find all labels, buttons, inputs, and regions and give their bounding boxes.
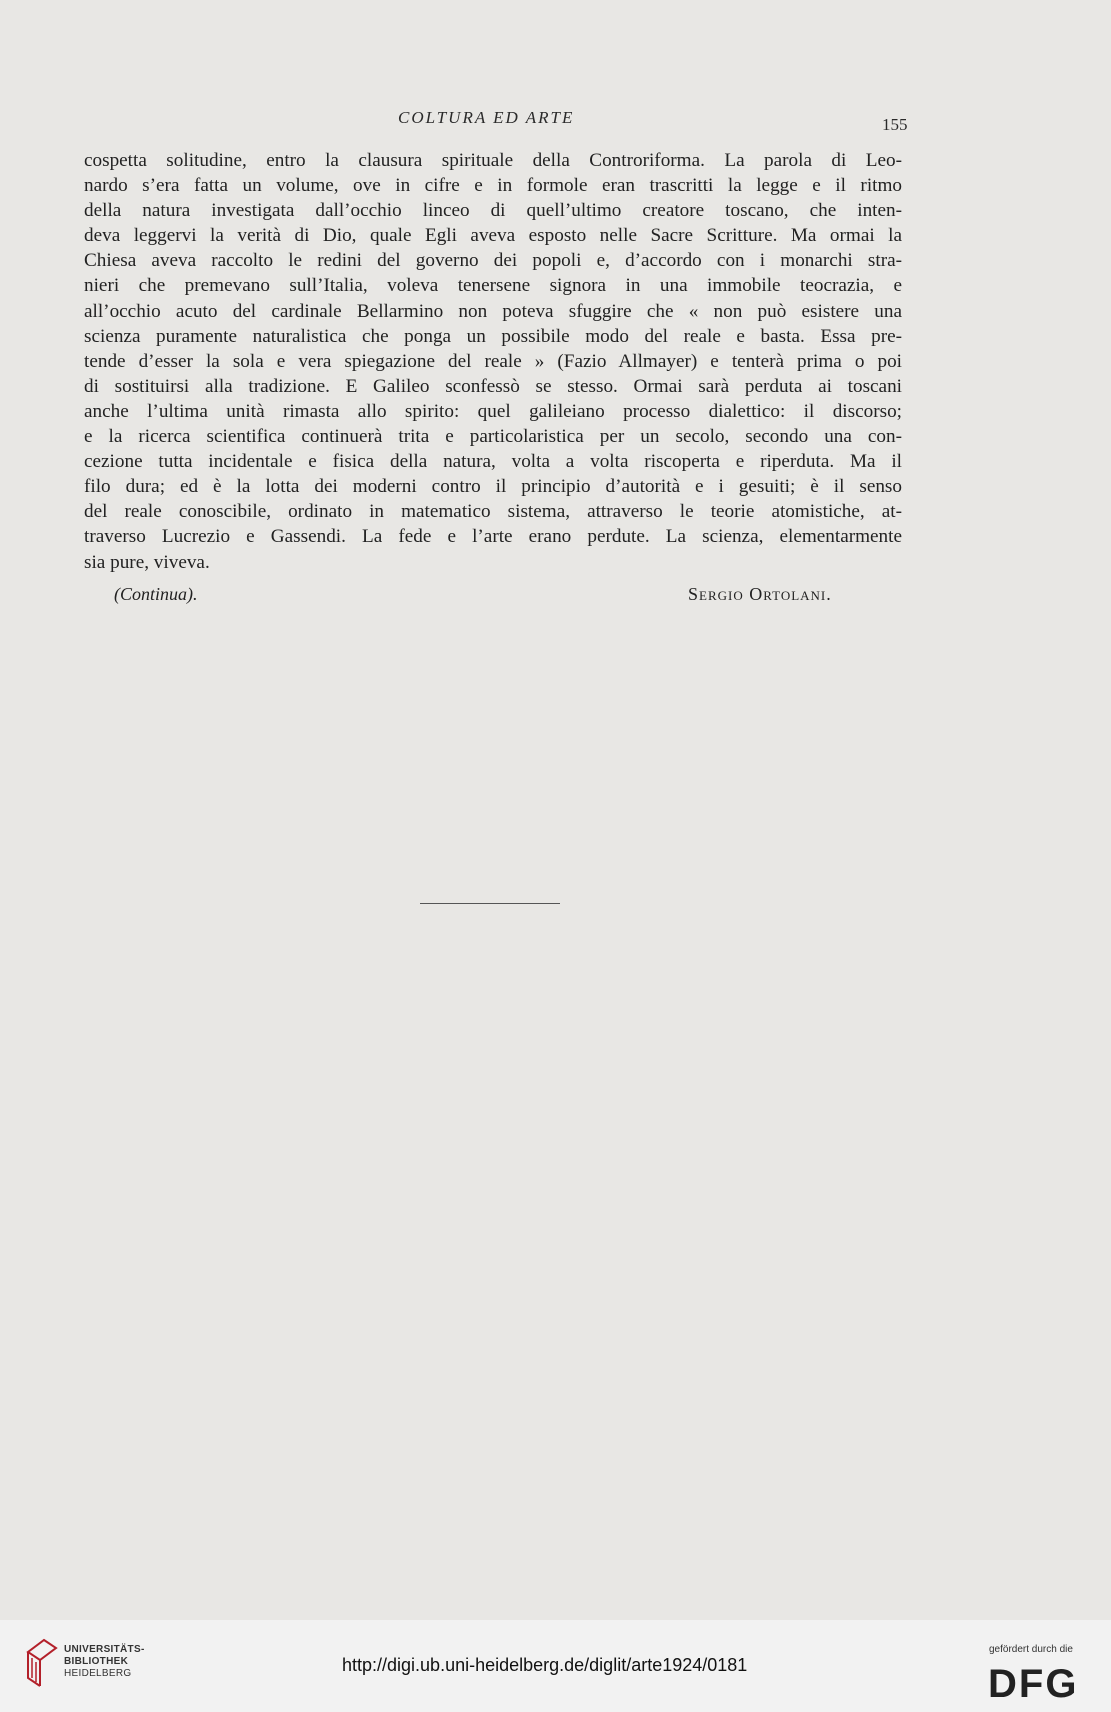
text-line: della natura investigata dall’occhio linceo di quell’ultimo creatore toscano, che inten-: [84, 200, 902, 222]
text-line: filo dura; ed è la lotta dei moderni contro il principio d’autorità e i gesuiti; è il senso: [84, 476, 902, 498]
text-line: cezione tutta incidentale e fisica della natura, volta a volta riscoperta e riperduta. Ma il: [84, 451, 902, 473]
dfg-logo-text: DFG: [988, 1662, 1079, 1702]
author-signature: Sergio Ortolani.: [688, 584, 832, 604]
text-line: traverso Lucrezio e Gassendi. La fede e l’arte erano perdute. La scienza, elementarmente: [84, 526, 902, 548]
library-name-line: BIBLIOTHEK: [64, 1656, 129, 1667]
funding-note: gefördert durch die: [989, 1644, 1073, 1655]
text-line: anche l’ultima unità rimasta allo spirito: quel galileiano processo dialettico: il discorso;: [84, 400, 902, 422]
library-name-line: UNIVERSITÄTS-: [64, 1644, 145, 1655]
text-line: cospetta solitudine, entro la clausura spirituale della Controriforma. La parola di Leo-: [84, 150, 902, 171]
page-number: 155: [882, 115, 908, 134]
body-paragraph: [84, 148, 902, 575]
dfg-logo-icon: [988, 1662, 1096, 1702]
text-line: e la ricerca scientifica continuerà trita e particolaristica per un secolo, secondo una con-: [84, 426, 902, 448]
text-line: del reale conoscibile, ordinato in matematico sistema, attraverso le teorie atomistiche, at-: [84, 501, 902, 523]
running-title: COLTURA ED ARTE: [398, 108, 575, 127]
library-name-line: HEIDELBERG: [64, 1668, 132, 1679]
text-line: scienza puramente naturalistica che ponga un possibile modo del reale e basta. Essa pre-: [84, 325, 902, 347]
library-name: [64, 1644, 145, 1680]
text-line: sia pure, viveva.: [84, 551, 210, 573]
text-line: nieri che premevano sull’Italia, voleva tenersene signora in una immobile teocrazia, e: [84, 275, 902, 297]
text-line: nardo s’era fatta un volume, ove in cifre e in formole eran trascritti la legge e il ritmo: [84, 175, 902, 197]
continua-note: (Continua).: [114, 584, 198, 604]
text-line: Chiesa aveva raccolto le redini del governo dei popoli e, d’accordo con i monarchi stra-: [84, 250, 902, 272]
text-line: di sostituirsi alla tradizione. E Galileo sconfessò se stesso. Ormai sarà perduta ai toscani: [84, 375, 902, 397]
end-rule: [420, 903, 560, 904]
text-line: tende d’esser la sola e vera spiegazione del reale » (Fazio Allmayer) e tenterà prima o poi: [84, 350, 902, 372]
digitization-footer: [0, 1620, 1111, 1712]
permalink-url[interactable]: http://digi.ub.uni-heidelberg.de/diglit/arte1924/0181: [342, 1655, 748, 1675]
text-line: deva leggervi la verità di Dio, quale Egli aveva esposto nelle Sacre Scritture. Ma ormai la: [84, 225, 902, 247]
text-line: all’occhio acuto del cardinale Bellarmino non poteva sfuggire che « non può esistere una: [84, 300, 902, 322]
library-logo-icon: [24, 1638, 58, 1690]
